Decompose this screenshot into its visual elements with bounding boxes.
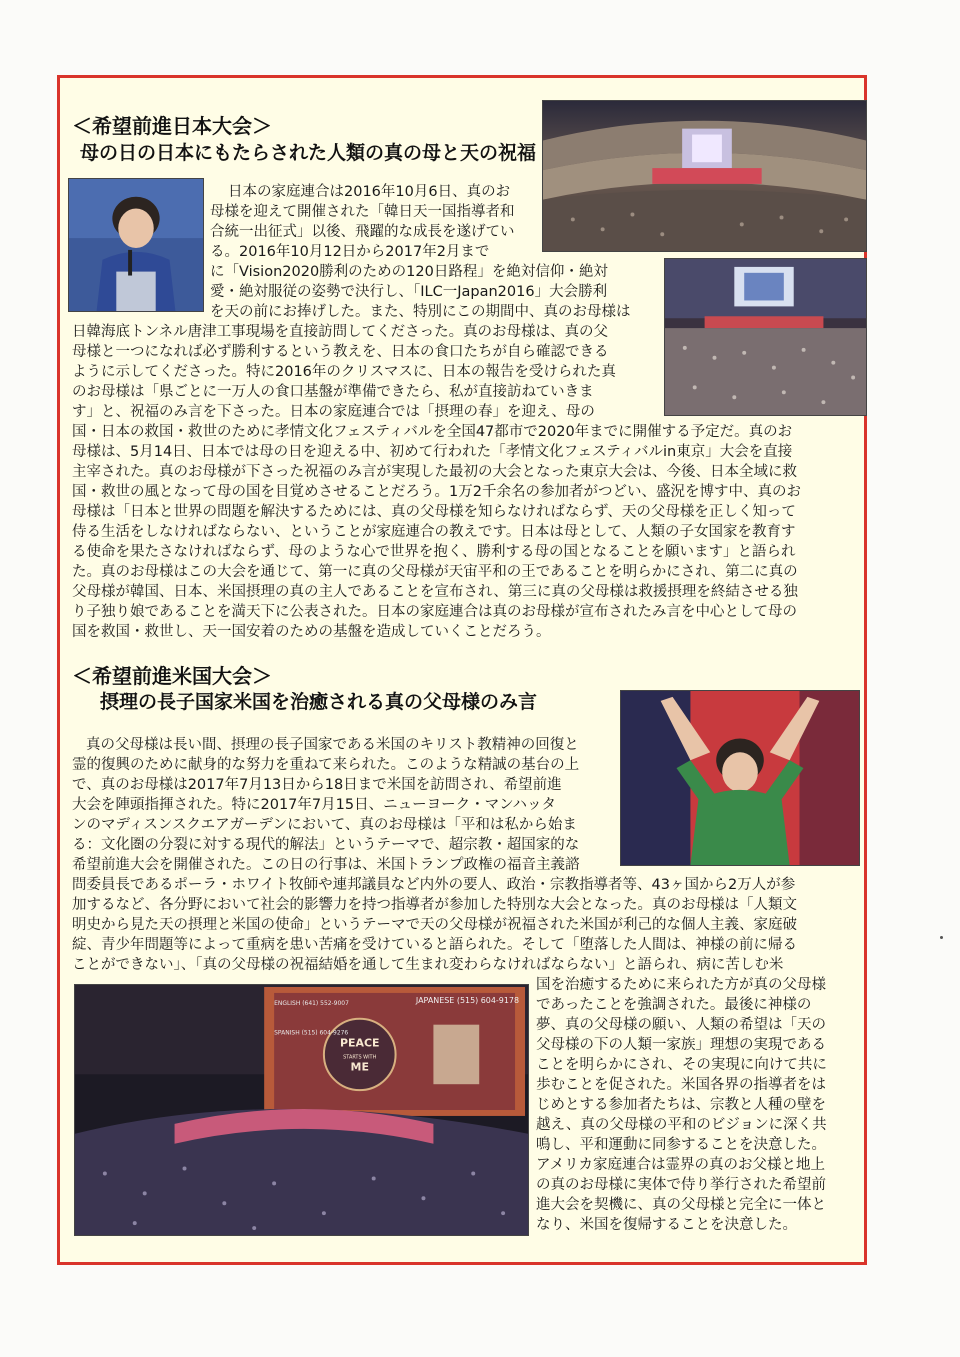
- usa-body-line: 大会を陣頭指揮された。特に2017年7月15日、ニューヨーク・マンハッタ: [72, 797, 557, 813]
- usa-body-line: の真のお母様に実体で侍り挙行された希望前: [536, 1177, 826, 1193]
- usa-body-line: 夢、真の父母様の願い、人類の希望は「天の: [536, 1017, 826, 1033]
- usa-body-line: 問委員長であるポーラ・ホワイト牧師や連邦議員など内外の要人、政治・宗教指導者等、43ヶ国から2万人が参: [72, 877, 796, 893]
- screen-spanish-line: SPANISH (515) 604-9276: [274, 1029, 349, 1037]
- usa-body-line: る：文化圏の分裂に対する現代的解法」というテーマで、超宗教・超国家的な: [72, 837, 580, 853]
- japan-body-line: 母様を迎えて開催された「韓日天一国指導者和: [210, 204, 515, 220]
- usa-body-line: 父母様の下の人類一家族」理想の実現である: [536, 1037, 826, 1053]
- usa-body-line: 霊的復興のために献身的な努力を重ねて来られた。このような精誠の基台の上: [72, 757, 580, 773]
- japan-stage-photo: [664, 258, 867, 416]
- usa-body-line: アメリカ家庭連合は霊界の真のお父様と地上: [536, 1157, 825, 1173]
- japan-body-line: 母様と一つになれば必ず勝利するという教えを、日本の食口たちが自ら確認できる: [72, 344, 609, 360]
- usa-body-line: 綻、青少年問題等によって重病を患い苦痛を受けていると語られた。そして「堕落した人間は、神様の前に帰る: [72, 937, 797, 953]
- usa-body-line: ことを明らかにされ、その実現に向けて共に: [536, 1057, 827, 1073]
- japan-body-line: 日本の家庭連合は2016年10月6日、真のお: [228, 184, 511, 200]
- japan-body-line: る使命を果たさなければならず、母のような心で世界を抱く、勝利する母の国となることを願います」と語られ: [72, 544, 796, 560]
- japan-body-line: 国を救国・救世し、天一国安着のための基盤を造成していくことだろう。: [72, 624, 551, 640]
- japan-body-line: 愛・絶対服従の姿勢で決行し、「ILC一Japan2016」大会勝利: [210, 284, 608, 300]
- screen-peace-logo-3: ME: [350, 1060, 369, 1074]
- japan-body-line: た。真のお母様はこの大会を通じて、第一に真の父母様が天宙平和の王であることを明らかにされ、第二に真の: [72, 564, 798, 580]
- usa-body-line: で、真のお母様は2017年7月13日から18日まで米国を訪問され、希望前進: [72, 777, 562, 793]
- usa-body-line: 歩むことを促された。米国各界の指導者をは: [536, 1077, 826, 1093]
- madison-square-garden-photo: [74, 984, 529, 1236]
- usa-body-line: であったことを強調された。最後に神様の: [536, 997, 812, 1013]
- japan-body-line: に「Vision2020勝利のための120日路程」を絶対信仰・絶対: [210, 264, 608, 280]
- japan-body-line: 日韓海底トンネル唐津工事現場を直接訪問してくださった。真のお母様は、真の父: [72, 324, 609, 340]
- japan-section-heading: ＜希望前進日本大会＞: [72, 114, 272, 138]
- scan-speck: [940, 936, 943, 939]
- usa-body-line: 希望前進大会を開催された。この日の行事は、米国トランプ政権の福音主義諮: [72, 857, 580, 873]
- japan-body-line: 父母様が韓国、日本、米国摂理の真の主人であることを宣布され、第三に真の父母様は救援摂理を終結させる独: [72, 584, 798, 600]
- japan-arena-photo: [542, 100, 867, 252]
- japan-body-line: ように示してくださった。特に2016年のクリスマスに、日本の報告を受けられた真: [72, 364, 616, 380]
- japan-body-line: 母様は「日本と世界の問題を解決するためには、真の父母様を知らなければならず、天の父母様を正しく知って: [72, 504, 796, 520]
- usa-body-line: 国を治癒するために来られた方が真の父母様: [536, 977, 826, 993]
- japan-body-line: り子独り娘であることを満天下に公表された。日本の家庭連合は真のお母様が宣布されたみ言を中心として母の: [72, 604, 797, 620]
- screen-peace-logo: PEACE: [340, 1036, 380, 1050]
- speaker-waving-photo: [620, 690, 860, 866]
- usa-section-subtitle: 摂理の長子国家米国を治癒される真の父母様のみ言: [100, 691, 538, 713]
- screen-english-line: ENGLISH (641) 552-9007: [274, 999, 349, 1007]
- usa-body-line: 加するなど、各分野において社会的影響力を持つ指導者が参加した特別な大会となった。真のお母様は「人類文: [72, 897, 797, 913]
- usa-body-line: ンのマディスンスクエアガーデンにおいて、真のお母様は「平和は私から始ま: [72, 817, 577, 833]
- japan-body-line: 合統一出征式」以後、飛躍的な成長を遂げてい: [210, 224, 515, 240]
- japan-section-subtitle: 母の日の日本にもたらされた人類の真の母と天の祝福: [80, 142, 537, 164]
- usa-body-line: 越え、真の父母様の平和のビジョンに深く共: [536, 1117, 827, 1133]
- japan-body-line: 母様は、5月14日、日本では母の日を迎える中、初めて行われた「孝情文化フェスティバルin東京」大会を直接: [72, 444, 793, 460]
- screen-peace-logo-2: STARTS WITH: [343, 1054, 377, 1061]
- speaker-portrait-photo: [68, 178, 204, 312]
- japan-body-line: を天の前にお捧げした。また、特別にこの期間中、真のお母様は: [210, 304, 631, 320]
- usa-section-heading: ＜希望前進米国大会＞: [72, 664, 272, 688]
- japan-body-line: 国・日本の救国・救世のために孝情文化フェスティバルを全国47都市で2020年までに開催する予定だ。真のお: [72, 424, 793, 440]
- usa-body-line: 鳴し、平和運動に同参することを決意した。: [536, 1137, 826, 1153]
- usa-body-line: 進大会を契機に、真の父母様と完全に一体と: [536, 1197, 826, 1213]
- japan-body-line: 国・救世の風となって母の国を目覚めさせることだろう。1万2千余名の参加者がつどい、盛況を博す中、真のお: [72, 484, 801, 500]
- usa-body-line: ことができない」、「真の父母様の祝福結婚を通して生まれ変わらなければならない」と語られ、病に苦しむ米: [72, 957, 784, 973]
- usa-body-line: 真の父母様は長い間、摂理の長子国家である米国のキリスト教精神の回復と: [86, 737, 579, 753]
- japan-body-line: る。2016年10月12日から2017年2月まで: [210, 244, 490, 260]
- japan-body-line: す」と、祝福のみ言を下さった。日本の家庭連合では「摂理の春」を迎え、母の: [72, 404, 595, 420]
- japan-body-line: 主宰された。真のお母様が下さった祝福のみ言が実現した最初の大会となった東京大会は、今後、日本全域に救: [72, 464, 797, 480]
- screen-japanese-line: JAPANESE (515) 604-9178: [415, 995, 520, 1005]
- usa-body-line: 明史から見た天の摂理と米国の使命」というテーマで天の父母様が祝福された米国が利己的な個人主義、家庭破: [72, 917, 797, 933]
- usa-body-line: じめとする参加者たちは、宗教と人種の壁を: [536, 1097, 826, 1113]
- japan-body-line: 侍る生活をしなければならない、ということが家庭連合の教えです。日本は母として、人類の子女国家を教育す: [72, 524, 796, 540]
- japan-body-line: のお母様は「県ごとに一万人の食口基盤が準備できたら、私が直接訪ねていきま: [72, 384, 594, 400]
- usa-body-line: なり、米国を復帰することを決意した。: [536, 1217, 797, 1233]
